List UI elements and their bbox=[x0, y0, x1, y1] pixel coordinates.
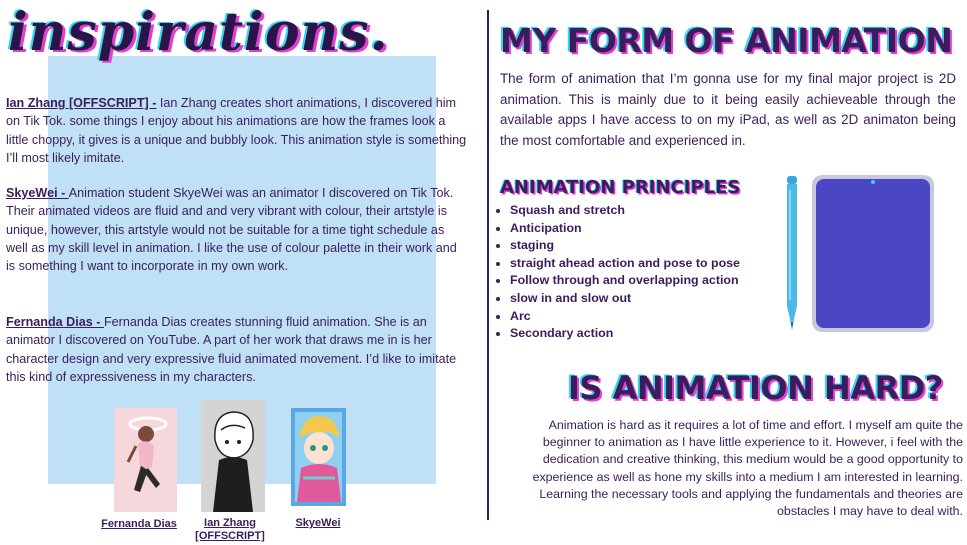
list-item: • Follow through and overlapping action bbox=[510, 272, 740, 290]
fernanda-dias-link[interactable]: Fernanda Dias - bbox=[6, 315, 104, 329]
list-item: • Anticipation bbox=[510, 220, 740, 238]
apple-pencil-icon bbox=[784, 176, 800, 332]
inspiration-entry-skyewei bbox=[6, 184, 468, 275]
skyewei-description: Animation student SkyeWei was an animator I discovered on Tik Tok. Their animated videos are fluid and and very vibrant with colour, their artstyle is unique, however, this artstyle would not be suitable for a time tight schedule as well as my skill level in animation. I like the use of colour palette in their work and is something I want to incorporate in my own work. bbox=[6, 186, 457, 274]
fernanda-dias-description: Fernanda Dias creates stunning fluid animation. She is an animator I discovered on YouTube. A part of her work that draws me in is her character design and very expressive fluid animated movement. I’d like to imitate this kind of expressiveness in my characters. bbox=[6, 315, 457, 384]
ian-zhang-link[interactable]: Ian Zhang [OFFSCRIPT] - bbox=[6, 96, 157, 110]
inspiration-entry-fernanda-dias bbox=[6, 313, 468, 386]
list-item: • staging bbox=[510, 237, 740, 255]
inspiration-entry-ian-zhang bbox=[6, 94, 468, 167]
animation-principles-list bbox=[496, 202, 740, 343]
is-animation-hard-heading: IS ANIMATION HARD? bbox=[568, 369, 943, 407]
column-divider bbox=[487, 10, 489, 520]
list-item: • slow in and slow out bbox=[510, 290, 740, 308]
is-animation-hard-text: Animation is hard as it requires a lot of time and effort. I myself am quite the beginner to animation as I have little experience to it. However, i feel with the dedication and creative thinking, this medium would be a good opportunity to experience as well as hone my skills into a medium I am interested in learning. Learning the necessary tools and applying the fundamentals and theories are obstacles I may have to deal with. bbox=[532, 418, 963, 519]
skyewei-artwork-image bbox=[291, 408, 346, 506]
form-of-animation-text: The form of animation that I’m gonna use for my final major project is 2D animation. This is mainly due to it being easily achieveable through the available apps I have access to on my iPad, as well as 2D animaton being the most comfortable and experienced in. bbox=[500, 71, 956, 148]
ian-zhang-artwork-image bbox=[201, 400, 265, 512]
ian-zhang-caption[interactable] bbox=[188, 517, 272, 543]
fernanda-dias-caption[interactable]: Fernanda Dias bbox=[101, 518, 177, 530]
ian-zhang-caption-line1: Ian Zhang bbox=[204, 517, 256, 529]
ian-zhang-caption-line2: [OFFSCRIPT] bbox=[195, 530, 265, 542]
fernanda-dias-artwork-image bbox=[114, 408, 177, 512]
inspirations-title: inspirations. bbox=[8, 2, 389, 63]
ipad-icon bbox=[812, 175, 934, 332]
ian-zhang-description: Ian Zhang creates short animations, I discovered him on Tik Tok. some things I enjoy about his animations are how the frames look a little choppy, it gives is a unique and bubbly look. This animation style is something I’ll most likely imitate. bbox=[6, 96, 467, 165]
list-item: • Secondary action bbox=[510, 325, 740, 343]
animation-principles-heading: ANIMATION PRINCIPLES bbox=[500, 177, 741, 198]
skyewei-caption[interactable]: SkyeWei bbox=[295, 517, 341, 529]
list-item: • Squash and stretch bbox=[510, 202, 740, 220]
list-item: • straight ahead action and pose to pose bbox=[510, 255, 740, 273]
list-item: • Arc bbox=[510, 308, 740, 326]
skyewei-link[interactable]: SkyeWei - bbox=[6, 186, 69, 200]
form-of-animation-heading: MY FORM OF ANIMATION bbox=[500, 21, 953, 60]
